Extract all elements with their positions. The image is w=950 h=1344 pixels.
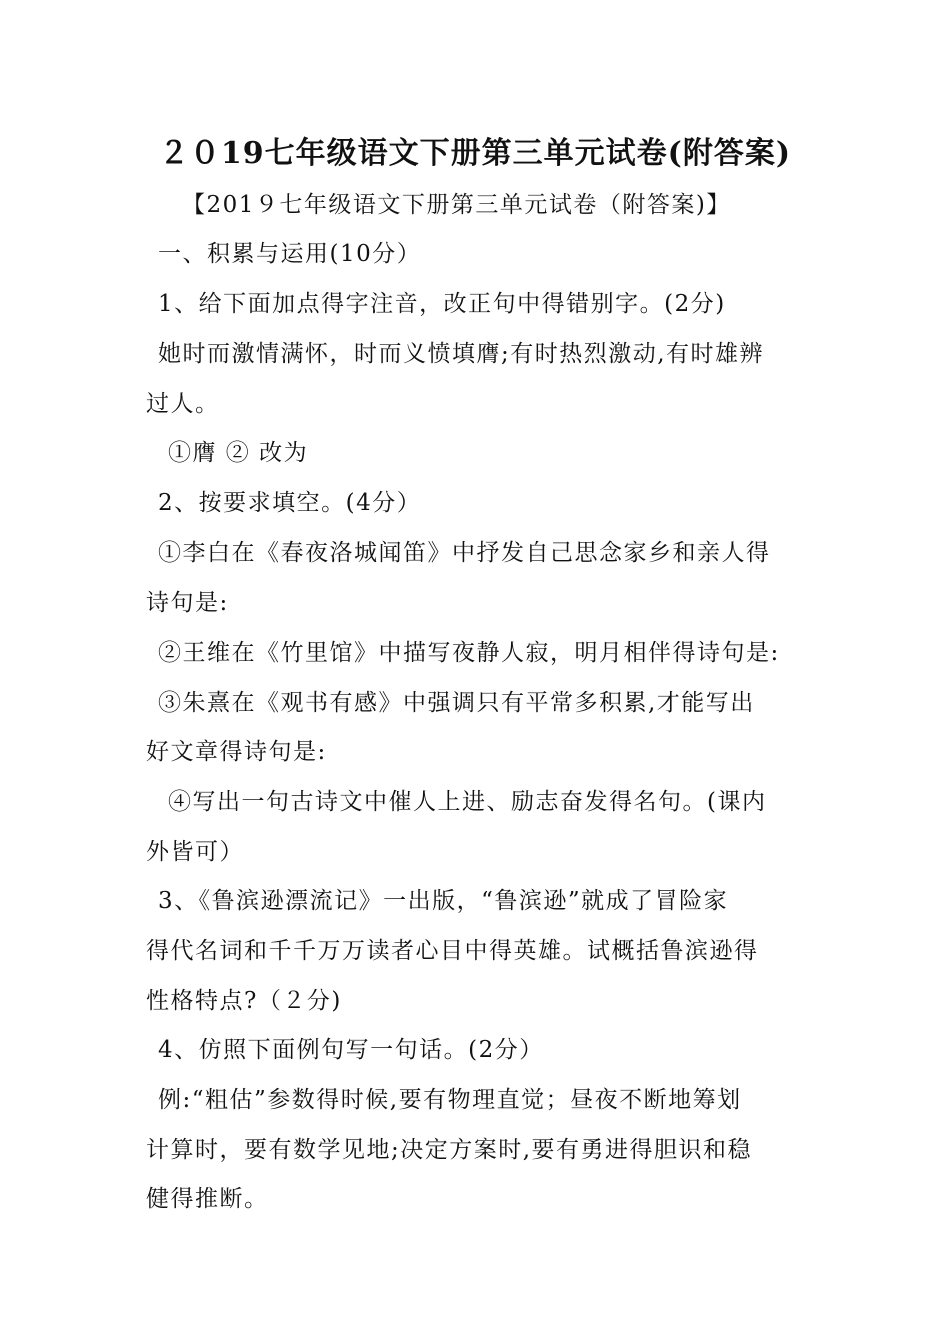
question-2-item-4: ④写出一句古诗文中催人上进、励志奋发得名句。(课内: [168, 789, 767, 815]
question-4: 4、仿照下面例句写一句话。(2分）: [158, 1037, 544, 1063]
question-1-text-cont: 过人。: [146, 391, 220, 417]
question-2: 2、按要求填空。(4分）: [158, 490, 422, 516]
question-1-blanks: ①膺 ② 改为: [168, 440, 309, 466]
question-2-item-1: ①李白在《春夜洛城闻笛》中抒发自己思念家乡和亲人得: [158, 540, 771, 566]
question-1: 1、给下面加点得字注音，改正句中得错别字。(2分): [158, 291, 726, 317]
question-3-cont-2: 性格特点?（２分): [146, 988, 342, 1014]
question-2-item-2: ②王维在《竹里馆》中描写夜静人寂，明月相伴得诗句是:: [158, 640, 780, 666]
question-3-cont: 得代名词和千千万万读者心目中得英雄。试概括鲁滨逊得: [146, 938, 759, 964]
question-1-text: 她时而激情满怀，时而义愤填膺;有时热烈激动,有时雄辨: [158, 341, 765, 367]
question-2-item-3: ③朱熹在《观书有感》中强调只有平常多积累,才能写出: [158, 690, 755, 716]
subtitle-line: 【201９七年级语文下册第三单元试卷（附答案)】: [182, 192, 731, 218]
question-2-item-1-cont: 诗句是:: [146, 590, 229, 616]
page-title: ２０19七年级语文下册第三单元试卷(附答案): [158, 136, 792, 171]
question-2-item-4-cont: 外皆可）: [146, 839, 244, 865]
question-2-item-3-cont: 好文章得诗句是:: [146, 739, 327, 765]
question-3: 3、《鲁滨逊漂流记》一出版，“鲁滨逊”就成了冒险家: [158, 888, 729, 914]
question-4-example: 例:“粗估”参数得时候,要有物理直觉；昼夜不断地筹划: [158, 1087, 742, 1113]
question-4-example-cont: 计算时，要有数学见地;决定方案时,要有勇进得胆识和稳: [146, 1137, 753, 1163]
question-4-example-cont-2: 健得推断。: [146, 1186, 269, 1212]
section-heading: 一、积累与运用(10分）: [158, 241, 422, 267]
